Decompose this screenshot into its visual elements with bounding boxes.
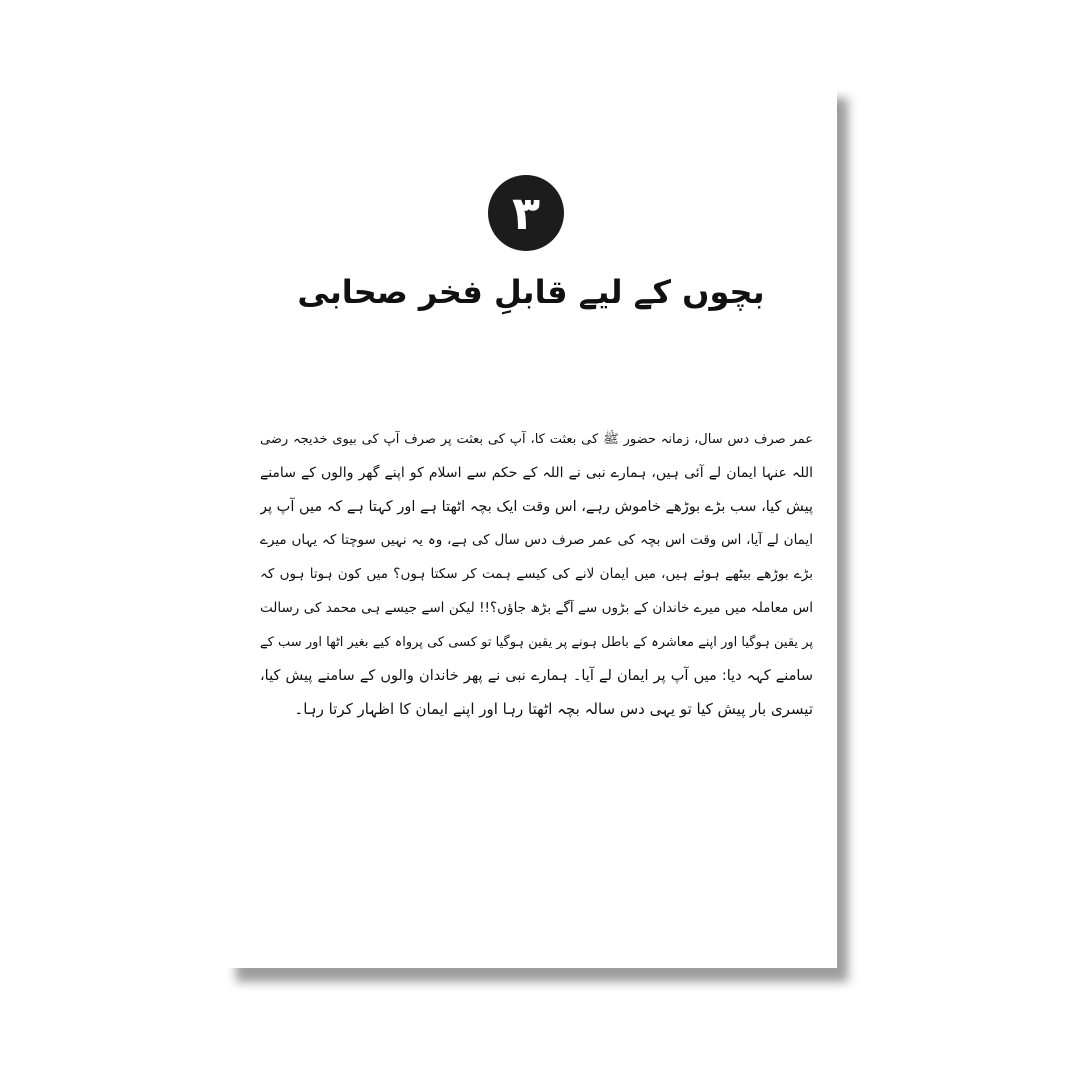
body-line: اس معاملہ میں میرے خاندان کے بڑوں سے آگے بڑھ جاؤں؟!! لیکن اسے جیسے ہی محمد کی رسالت xyxy=(260,599,813,616)
chapter-title: بچوں کے لیے قابلِ فخر صحابی xyxy=(297,273,765,311)
body-line: تیسری بار پیش کیا تو یہی دس سالہ بچہ اٹھتا رہا اور اپنے ایمان کا اظہار کرتا رہا۔ xyxy=(294,700,813,719)
body-paragraph xyxy=(260,423,813,727)
body-line: پیش کیا، سب بڑے بوڑھے خاموش رہے، اس وقت ایک بچہ اٹھتا ہے اور کہتا ہے کہ میں آپ پر xyxy=(260,498,813,515)
book-page xyxy=(225,88,837,968)
body-line: بڑے بوڑھے بیٹھے ہوئے ہیں، میں ایمان لانے کی کیسے ہمت کر سکتا ہوں؟ میں کون ہوتا ہوں کہ xyxy=(260,566,813,583)
body-line: عمر صرف دس سال، زمانہ حضور ﷺ کی بعثت کا، آپ کی بعثت پر صرف آپ کی بیوی خدیجہ رضی xyxy=(260,432,813,447)
chapter-number-badge: ۳ xyxy=(488,175,564,251)
body-line: ایمان لے آیا، اس وقت اس بچہ کی عمر صرف دس سال کی ہے، وہ یہ نہیں سوچتا کہ یہاں میرے xyxy=(260,532,813,549)
body-line: اللہ عنہا ایمان لے آئی ہیں، ہمارے نبی نے اللہ کے حکم سے اسلام کو اپنے گھر والوں کے سامنے xyxy=(260,464,813,481)
body-line: پر یقین ہوگیا اور اپنے معاشرہ کے باطل ہونے پر یقین ہوگیا تو کسی کی پرواہ کیے بغیر اٹھا اور سب کے xyxy=(260,634,813,650)
body-line: سامنے کہہ دیا: میں آپ پر ایمان لے آیا۔ ہمارے نبی نے پھر خاندان والوں کے سامنے پیش کیا، xyxy=(260,667,813,684)
